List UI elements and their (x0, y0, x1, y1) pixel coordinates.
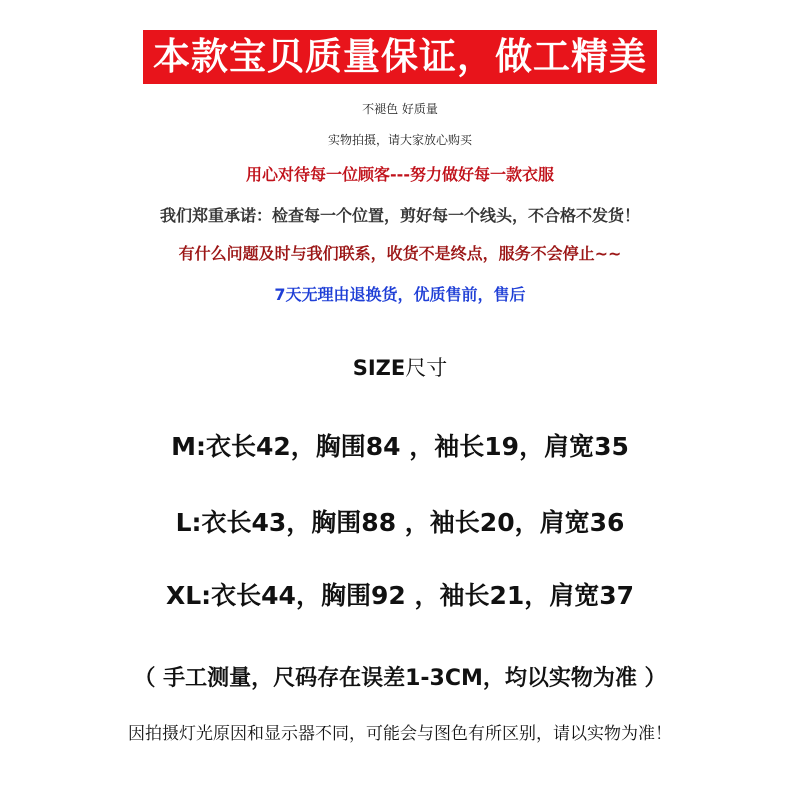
size-heading-en: SIZE (352, 356, 406, 380)
header-banner-row (0, 30, 800, 84)
size-row-xl: XL:衣长44，胸围92 ，袖长21，肩宽37 (165, 581, 635, 610)
color-disclaimer: 因拍摄灯光原因和显示器不同，可能会与图色有所区别，请以实物为准！ (128, 724, 672, 744)
measurement-note: （ 手工测量，尺码存在误差1-3CM，均以实物为准 ） (133, 666, 667, 691)
quality-banner: 本款宝贝质量保证，做工精美 (143, 30, 657, 84)
size-heading (0, 352, 800, 382)
promise-service: 有什么问题及时与我们联系，收货不是终点，服务不会停止~~ (178, 244, 622, 263)
promise-customer: 用心对待每一位顾客---努力做好每一款衣服 (246, 165, 554, 184)
size-row-m: M:衣长42，胸围84 ，袖长19，肩宽35 (171, 432, 629, 461)
size-heading-zh: 尺寸 (405, 356, 448, 380)
promise-inspection-text: 我们郑重承诺：检查每一个位置，剪好每一个线头，不合格不发货！ (159, 206, 640, 225)
tagline-color-fast: 不褪色 好质量 (362, 102, 438, 116)
tagline-real-photo: 实物拍摄，请大家放心购买 (327, 133, 472, 147)
promise-inspection (0, 203, 800, 226)
promise-return: 7天无理由退换货，优质售前，售后 (274, 285, 526, 304)
size-row-l: L:衣长43，胸围88 ，袖长20，肩宽36 (175, 508, 625, 537)
